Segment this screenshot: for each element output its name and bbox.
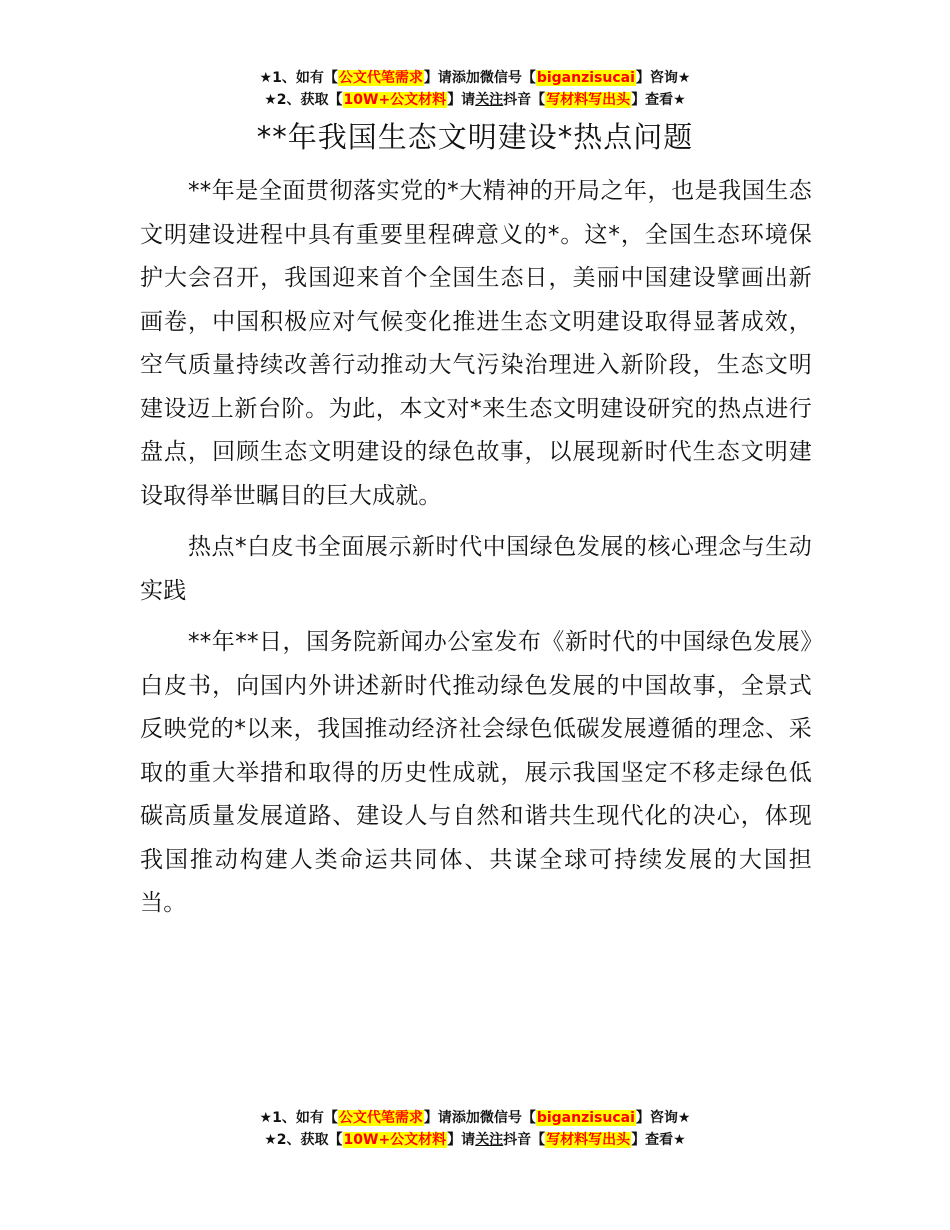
banner-line-2 bbox=[0, 89, 950, 111]
banner-text: ★2、获取【 bbox=[264, 1132, 343, 1148]
banner-highlight: 公文代笔需求 bbox=[338, 1110, 423, 1126]
banner-text: 抖音【 bbox=[503, 92, 546, 108]
banner-wechat-id: biganzisucai bbox=[536, 1110, 635, 1126]
banner-text: 】查看★ bbox=[631, 92, 686, 108]
banner-text: 】查看★ bbox=[631, 1132, 686, 1148]
banner-line-1 bbox=[0, 67, 950, 89]
banner-highlight: 10W+公文材料 bbox=[343, 1132, 447, 1148]
banner-wechat-id: biganzisucai bbox=[536, 70, 635, 86]
document-body bbox=[140, 170, 812, 934]
banner-douyin-account: 写材料写出头 bbox=[546, 1132, 631, 1148]
banner-text: ★2、获取【 bbox=[264, 92, 343, 108]
banner-text: 】咨询★ bbox=[635, 1110, 691, 1126]
banner-highlight: 公文代笔需求 bbox=[338, 70, 423, 86]
banner-text: 抖音【 bbox=[503, 1132, 546, 1148]
banner-line-1 bbox=[0, 1107, 950, 1129]
banner-text: 】咨询★ bbox=[635, 70, 691, 86]
footer-banner bbox=[0, 1107, 950, 1151]
banner-line-2 bbox=[0, 1129, 950, 1151]
banner-text: 】请 bbox=[447, 1132, 476, 1148]
paragraph-intro: **年是全面贯彻落实党的*大精神的开局之年，也是我国生态文明建设进程中具有重要里程碑意义的*。这*，全国生态环境保护大会召开，我国迎来首个全国生态日，美丽中国建设擘画出新画卷，中国积极应对气候变化推进生态文明建设取得显著成效，空气质量持续改善行动推动大气污染治理进入新阶段，生态文明建设迈上新台阶。为此，本文对*来生态文明建设研究的热点进行盘点，回顾生态文明建设的绿色故事，以展现新时代生态文明建设取得举世瞩目的巨大成就。 bbox=[140, 178, 812, 509]
banner-text: 】请 bbox=[447, 92, 476, 108]
banner-douyin-account: 写材料写出头 bbox=[546, 92, 631, 108]
banner-underlined-text: 关注 bbox=[475, 1132, 504, 1148]
paragraph-white-paper: **年**日，国务院新闻办公室发布《新时代的中国绿色发展》白皮书，向国内外讲述新时代推动绿色发展的中国故事，全景式反映党的*以来，我国推动经济社会绿色低碳发展遵循的理念、采取的重大举措和取得的历史性成就，展示我国坚定不移走绿色低碳高质量发展道路、建设人与自然和谐共生现代化的决心，体现我国推动构建人类命运共同体、共谋全球可持续发展的大国担当。 bbox=[140, 629, 812, 916]
paragraph-heading-hotspot: 热点*白皮书全面展示新时代中国绿色发展的核心理念与生动实践 bbox=[140, 534, 812, 604]
banner-text: 】请添加微信号【 bbox=[423, 1110, 536, 1126]
banner-text: ★1、如有【 bbox=[259, 1110, 338, 1126]
header-banner bbox=[0, 67, 950, 111]
banner-text: 】请添加微信号【 bbox=[423, 70, 536, 86]
banner-highlight: 10W+公文材料 bbox=[343, 92, 447, 108]
banner-underlined-text: 关注 bbox=[475, 92, 504, 108]
document-title: **年我国生态文明建设*热点问题 bbox=[256, 120, 694, 154]
banner-text: ★1、如有【 bbox=[259, 70, 338, 86]
